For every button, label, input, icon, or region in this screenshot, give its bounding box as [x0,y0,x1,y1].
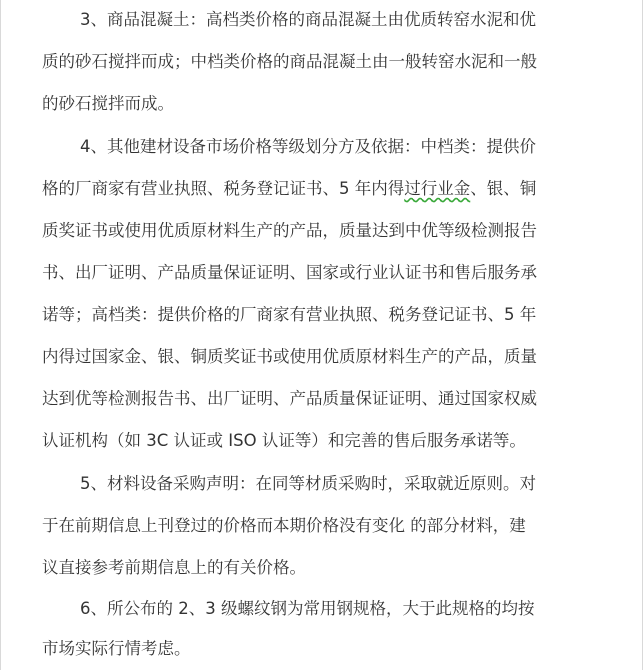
text-line: 6、所公布的 2、3 级螺纹钢为常用钢规格，大于此规格的均按 [80,599,535,618]
text-line: 书、出厂证明、产品质量保证证明、国家或行业认证书和售后服务承 [42,263,537,282]
text-line: 内得过国家金、银、铜质奖证书或使用优质原材料生产的产品，质量 [42,347,537,366]
page-left-border [0,0,1,670]
text-line: 市场实际行情考虑。 [42,639,191,658]
text-line: 于在前期信息上刊登过的价格而本期价格没有变化 的部分材料，建 [42,516,526,535]
text-line: 4、其他建材设备市场价格等级划分方及依据：中档类：提供价 [80,137,536,156]
grammar-underlined-text: 过行业金 [404,179,471,198]
text-line: 的砂石搅拌而成。 [42,94,174,113]
text-line [42,177,536,201]
text-line: 质的砂石搅拌而成；中档类价格的商品混凝土由一般转窑水泥和一般 [42,52,537,71]
text-line: 议直接参考前期信息上的有关价格。 [42,558,306,577]
text-segment: 格的厂商家有营业执照、税务登记证书、5 年内得 [42,179,405,198]
text-line: 3、商品混凝土：高档类价格的商品混凝土由优质转窑水泥和优 [80,10,536,29]
text-line: 诺等；高档类：提供价格的厂商家有营业执照、税务登记证书、5 年 [42,305,537,324]
text-line: 达到优等检测报告书、出厂证明、产品质量保证证明、通过国家权威 [42,389,537,408]
text-line: 5、材料设备采购声明：在同等材质采购时，采取就近原则。对 [80,474,536,493]
text-line: 质奖证书或使用优质原材料生产的产品，质量达到中优等级检测报告 [42,221,537,240]
text-line: 认证机构（如 3C 认证或 ISO 认证等）和完善的售后服务承诺等。 [42,431,526,450]
text-segment: 、银、铜 [470,179,537,198]
